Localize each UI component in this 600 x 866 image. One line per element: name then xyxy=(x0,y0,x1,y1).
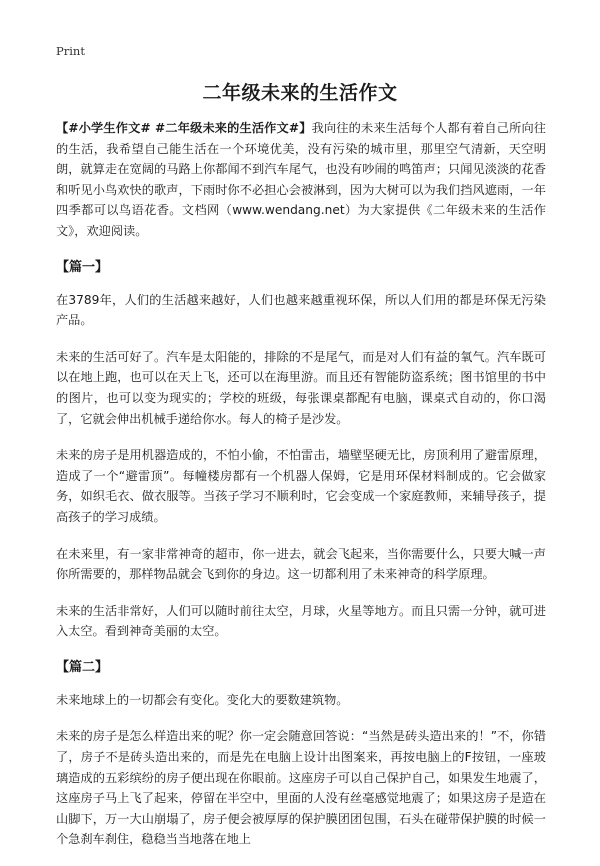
paragraph: 未来的房子是用机器造成的，不怕小偷，不怕雷击，墙壁坚硬无比，房顶利用了避雷原理，造成了一个“避雷顶”。每幢楼房都有一个机器人保姆，它是用环保材料制成的。它会做家务，如织毛衣、做衣服等。当孩子学习不顺利时，它会变成一个家庭教师，来辅导孩子，提高孩子的学习成绩。 xyxy=(56,448,546,524)
intro-text: 我向往的未来生活每个人都有着自己所向往的生活，我希望自己能生活在一个环境优美，没有污染的城市里，那里空气清新，天空明朗，就算走在宽阔的马路上你都闻不到汽车尾气，也没有吵闹的鸣笛声；只闻见淡淡的花香和听见小鸟欢快的歌声，下雨时你不必担心会被淋到，因为大树可以为我们挡风遮雨，一年四季都可以鸟语花香。文档网（www.wendang.net）为大家提供《二年级未来的生活作文》，欢迎阅读。 xyxy=(56,121,546,238)
page-title: 二年级未来的生活作文 xyxy=(202,82,398,104)
paragraph: 未来的生活非常好，人们可以随时前往太空，月球，火星等地方。而且只需一分钟，就可进入太空。看到神奇美丽的太空。 xyxy=(56,603,546,639)
section-heading: 【篇二】 xyxy=(56,659,109,675)
article-body xyxy=(56,118,546,866)
print-link[interactable]: Print xyxy=(56,44,85,58)
paragraph: 在未来里，有一家非常神奇的超市，你一进去，就会飞起来，当你需要什么，只要大喊一声你所需要的，那样物品就会飞到你的身边。这一切都利用了未来神奇的科学原理。 xyxy=(56,546,546,582)
intro-paragraph xyxy=(56,118,546,242)
paragraph: 未来的生活可好了。汽车是太阳能的，排除的不是尾气，而是对人们有益的氧气。汽车既可以在地上跑，也可以在天上飞，还可以在海里游。而且还有智能防盗系统；图书馆里的书中的图片，也可以变为现实的；学校的班级，每张课桌都配有电脑，课桌式自动的，你口渴了，它就会伸出机械手递给你水。每人的椅子是沙发。 xyxy=(56,349,546,426)
paragraph: 未来的房子是怎么样造出来的呢？你一定会随意回答说：“当然是砖头造出来的！”不，你错了，房子不是砖头造出来的，而是先在电脑上设计出图案来，再按电脑上的F按钮，一座玻璃造成的五彩缤纷的房子便出现在你眼前。这座房子可以自己保护自己，如果发生地震了，这座房子马上飞了起来，停留在半空中，里面的人没有丝毫感觉地震了；如果这房子是造在山脚下，万一大山崩塌了，房子便会被厚厚的保护膜团团包围，石头在碰带保护膜的时候一个急刹车刹住，稳稳当当地落在地上 xyxy=(56,729,546,847)
paragraph: 未来地球上的一切都会有变化。变化大的要数建筑物。 xyxy=(56,692,349,707)
section-heading: 【篇一】 xyxy=(56,259,109,275)
intro-tags: 【#小学生作文# #二年级未来的生活作文#】 xyxy=(56,121,312,135)
paragraph: 在3789年，人们的生活越来越好，人们也越来越重视环保，所以人们用的都是环保无污染产品。 xyxy=(56,292,546,328)
